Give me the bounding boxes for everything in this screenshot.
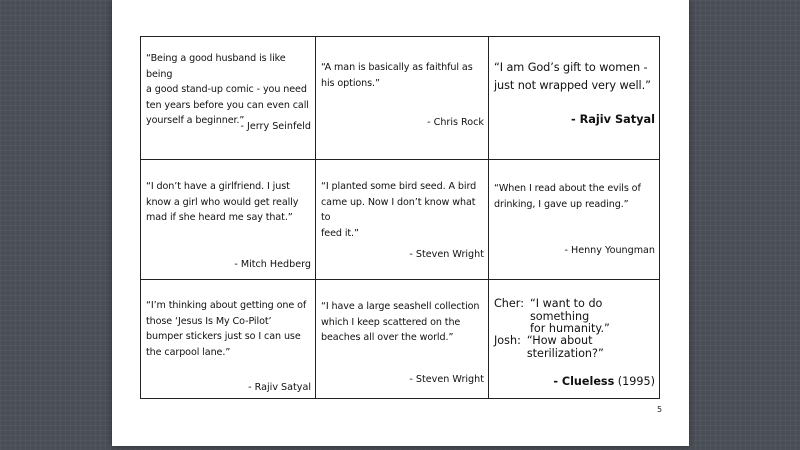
- quote-author: - Rajiv Satyal: [248, 382, 311, 393]
- movie-title: Clueless: [561, 375, 615, 388]
- quote-text: “When I read about the evils of drinking, I gave up reading.”: [494, 183, 641, 210]
- slide-page: [112, 0, 689, 446]
- quote-text: “I’m thinking about getting one of those ‘Jesus Is My Co-Pilot’ bumper stickers just so I can use the carpool lane.”: [146, 300, 307, 358]
- quote-author: - Steven Wright: [409, 374, 484, 385]
- quote-cell: [316, 37, 489, 160]
- speaker-name: Josh:: [494, 334, 521, 347]
- dialogue-text: “How about sterilization?”: [526, 334, 604, 360]
- dialogue-text: “I want to do something for humanity.”: [529, 297, 610, 335]
- quote-author: - Rajiv Satyal: [570, 113, 655, 126]
- quote-author: - Mitch Hedberg: [234, 259, 311, 270]
- quote-author: - Henny Youngman: [564, 245, 655, 256]
- dialogue-line: [494, 298, 655, 336]
- page-number: 5: [657, 405, 663, 414]
- attribution-prefix: -: [553, 375, 562, 388]
- quote-text: “A man is basically as faithful as his options.”: [321, 62, 473, 89]
- dialogue-cell: [489, 280, 659, 398]
- dialogue-block: [494, 335, 655, 360]
- quote-author: - Jerry Seinfeld: [240, 121, 311, 132]
- quote-cell: [316, 280, 489, 398]
- movie-year: (1995): [614, 375, 655, 388]
- quote-cell: [489, 37, 659, 160]
- quote-text: “I don’t have a girlfriend. I just know a girl who would get really mad if she heard me say that.”: [146, 181, 299, 223]
- quote-text: “I have a large seashell collection which I keep scattered on the beaches all over the world.”: [321, 301, 480, 343]
- dialogue-attribution: [553, 375, 655, 388]
- quote-text: “Being a good husband is like being a good stand-up comic - you need ten years before you can even call yourself a beginner.”: [146, 53, 309, 126]
- quote-author: - Chris Rock: [427, 117, 484, 128]
- quote-cell: [489, 160, 659, 280]
- quote-text: “I planted some bird seed. A bird came up. Now I don’t know what to feed it.”: [321, 181, 477, 239]
- dialogue-block: [494, 298, 655, 336]
- quotes-table: [140, 36, 660, 399]
- quote-cell: [141, 280, 316, 398]
- speaker-name: Cher:: [494, 297, 524, 310]
- dialogue-line: [494, 335, 655, 360]
- quote-cell: [141, 160, 316, 280]
- quote-cell: [316, 160, 489, 280]
- quote-text: “I am God’s gift to women - just not wrapped very well.”: [494, 61, 651, 92]
- quote-cell: [141, 37, 316, 160]
- quote-author: - Steven Wright: [409, 249, 484, 260]
